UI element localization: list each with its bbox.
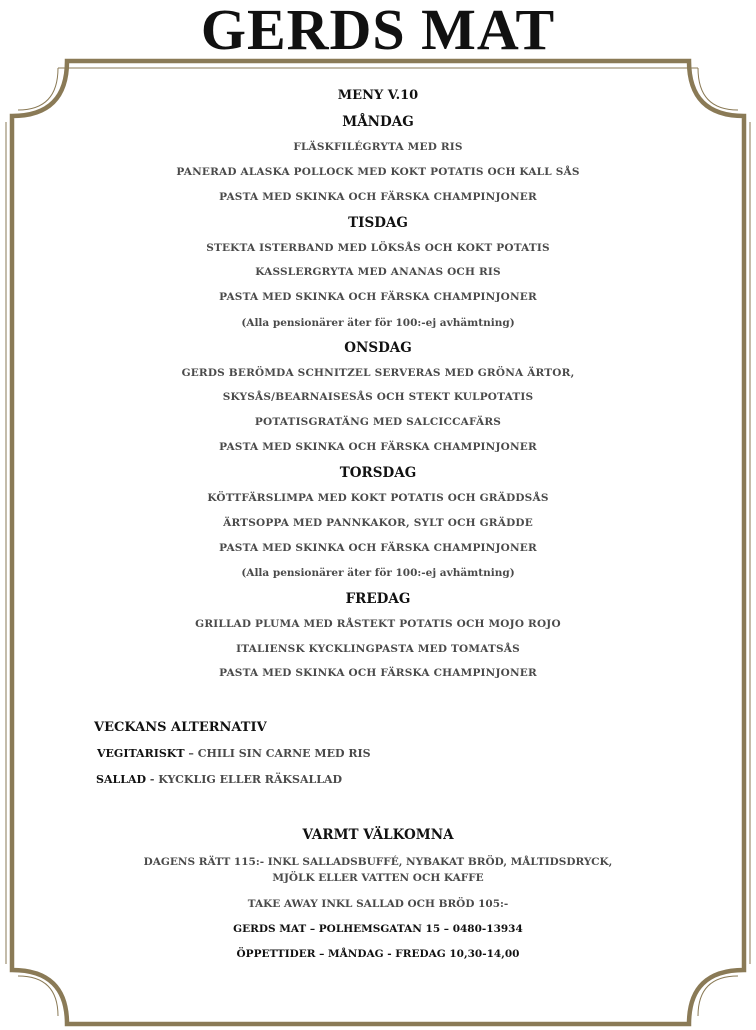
day-heading-wednesday: ONSDAG	[344, 340, 412, 356]
dish-item: FLÄSKFILÉGRYTA MED RIS	[293, 141, 463, 153]
alternative-salad	[96, 773, 342, 786]
alternative-label: VEGITARISKT	[97, 747, 185, 760]
dish-item: PASTA MED SKINKA OCH FÄRSKA CHAMPINJONER	[219, 542, 537, 554]
dish-item: ÄRTSOPPA MED PANNKAKOR, SYLT OCH GRÄDDE	[223, 517, 533, 529]
welcome-heading: VARMT VÄLKOMNA	[302, 827, 454, 843]
pensioner-note: (Alla pensionärer äter för 100:-ej avhämtning)	[241, 317, 515, 329]
alternative-text: - KYCKLIG ELLER RÄKSALLAD	[146, 773, 343, 786]
alternatives-title: VECKANS ALTERNATIV	[94, 720, 267, 735]
opening-hours: ÖPPETTIDER – MÅNDAG - FREDAG 10,30-14,00	[236, 948, 520, 960]
dish-item: PASTA MED SKINKA OCH FÄRSKA CHAMPINJONER	[219, 667, 537, 679]
price-info-line: DAGENS RÄTT 115:- INKL SALLADSBUFFÉ, NYBAKAT BRÖD, MÅLTIDSDRYCK,	[143, 856, 613, 868]
alternative-text: – CHILI SIN CARNE MED RIS	[184, 747, 371, 760]
dish-item: GRILLAD PLUMA MED RÅSTEKT POTATIS OCH MOJO ROJO	[195, 618, 561, 630]
takeaway-info: TAKE AWAY INKL SALLAD OCH BRÖD 105:-	[247, 898, 509, 910]
day-heading-thursday: TORSDAG	[339, 465, 417, 481]
day-heading-tuesday: TISDAG	[348, 215, 408, 231]
dish-item: PASTA MED SKINKA OCH FÄRSKA CHAMPINJONER	[219, 191, 537, 203]
pensioner-note: (Alla pensionärer äter för 100:-ej avhämtning)	[241, 567, 515, 579]
brand-title: GERDS MAT	[200, 0, 556, 62]
alternative-label: SALLAD	[96, 773, 147, 786]
dish-item: PASTA MED SKINKA OCH FÄRSKA CHAMPINJONER	[219, 441, 537, 453]
alternative-vegetarian	[97, 747, 371, 760]
dish-item: KASSLERGRYTA MED ANANAS OCH RIS	[255, 266, 501, 278]
dish-item: SKYSÅS/BEARNAISESÅS OCH STEKT KULPOTATIS	[222, 391, 534, 403]
dish-item: ITALIENSK KYCKLINGPASTA MED TOMATSÅS	[236, 643, 520, 655]
dish-item: GERDS BERÖMDA SCHNITZEL SERVERAS MED GRÖNA ÄRTOR,	[181, 367, 575, 379]
dish-item: STEKTA ISTERBAND MED LÖKSÅS OCH KOKT POTATIS	[206, 242, 550, 254]
address-line: GERDS MAT – POLHEMSGATAN 15 – 0480-13934	[233, 923, 523, 935]
dish-item: POTATISGRATÄNG MED SALCICCAFÄRS	[254, 416, 502, 428]
price-info-line: MJÖLK ELLER VATTEN OCH KAFFE	[272, 872, 484, 884]
dish-item: PASTA MED SKINKA OCH FÄRSKA CHAMPINJONER	[219, 291, 537, 303]
day-heading-monday: MÅNDAG	[342, 114, 414, 130]
dish-item: KÖTTFÄRSLIMPA MED KOKT POTATIS OCH GRÄDDSÅS	[207, 492, 549, 504]
dish-item: PANERAD ALASKA POLLOCK MED KOKT POTATIS OCH KALL SÅS	[176, 166, 580, 178]
menu-week-title: MENY V.10	[337, 88, 419, 103]
day-heading-friday: FREDAG	[345, 591, 411, 607]
